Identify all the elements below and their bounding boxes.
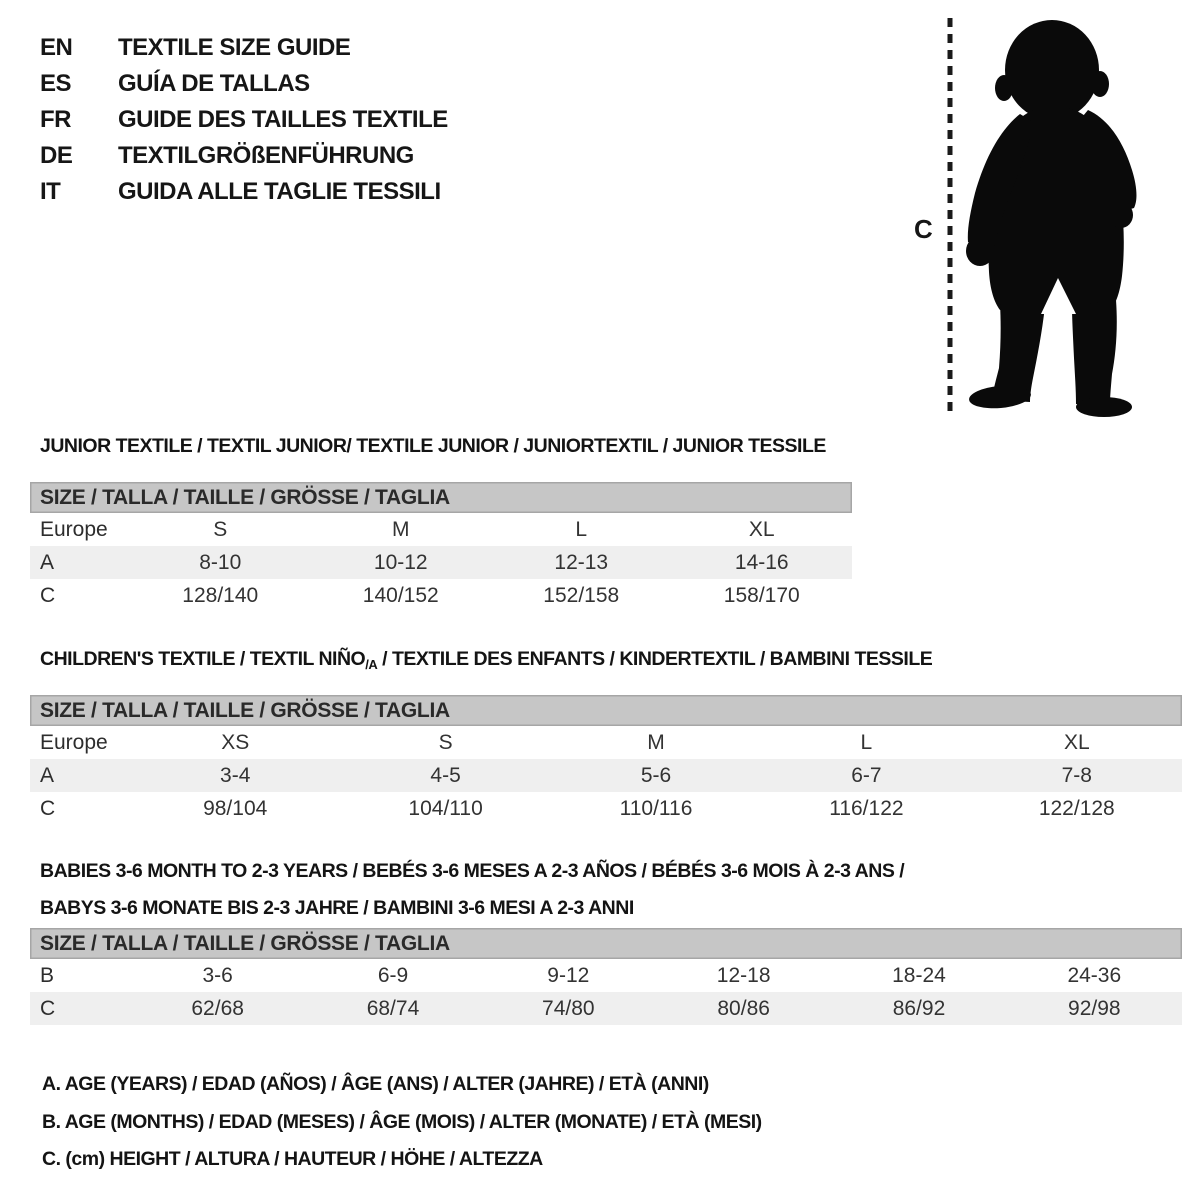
language-row-es xyxy=(40,66,448,102)
guide-title-es: GUÍA DE TALLAS xyxy=(118,70,310,97)
babies-table-title-line2: BABYS 3-6 MONATE BIS 2-3 JAHRE / BAMBINI 3-6 MESI A 2-3 ANNI xyxy=(40,897,634,919)
legend-age-years: A. AGE (YEARS) / EDAD (AÑOS) / ÂGE (ANS) / ALTER (JAHRE) / ETÀ (ANNI) xyxy=(42,1073,709,1095)
row-label: A xyxy=(40,550,55,574)
guide-title-en: TEXTILE SIZE GUIDE xyxy=(118,34,351,61)
title-part: CHILDREN'S TEXTILE / TEXTIL NIÑO xyxy=(40,648,366,670)
cell-value: 62/68 xyxy=(191,996,244,1020)
language-code: EN xyxy=(40,34,73,61)
table-row-europe xyxy=(30,726,1182,759)
size-header-label: SIZE / TALLA / TAILLE / GRÖSSE / TAGLIA xyxy=(40,698,450,722)
cell-value: 6-7 xyxy=(851,763,882,787)
cell-value: 3-4 xyxy=(220,763,251,787)
size-header-bar xyxy=(30,695,1182,726)
cell-value: 104/110 xyxy=(408,796,483,820)
cell-value: 14-16 xyxy=(734,550,789,574)
cell-value: 18-24 xyxy=(892,963,946,987)
cell-value: 12-18 xyxy=(716,963,771,987)
cell-value: XL xyxy=(748,517,775,541)
language-row-en xyxy=(40,30,448,66)
language-code: DE xyxy=(40,142,73,169)
junior-table-title: JUNIOR TEXTILE / TEXTIL JUNIOR/ TEXTILE JUNIOR / JUNIORTEXTIL / JUNIOR TESSILE xyxy=(40,435,826,457)
table-row-europe xyxy=(30,513,852,546)
toddler-silhouette-icon xyxy=(966,20,1136,417)
legend-height-cm: C. (cm) HEIGHT / ALTURA / HAUTEUR / HÖHE / ALTEZZA xyxy=(42,1148,543,1170)
language-code: FR xyxy=(40,106,71,133)
cell-value: 98/104 xyxy=(203,796,268,820)
cell-value: 24-36 xyxy=(1067,963,1122,987)
cell-value: 86/92 xyxy=(892,996,946,1020)
cell-value: 68/74 xyxy=(366,996,420,1020)
cell-value: 152/158 xyxy=(543,583,620,607)
table-row-height xyxy=(30,579,852,612)
measurement-legend xyxy=(42,1066,762,1179)
language-code: IT xyxy=(40,178,61,205)
cell-value: 8-10 xyxy=(199,550,242,574)
table-row-height xyxy=(30,992,1182,1025)
cell-value: 92/98 xyxy=(1068,996,1121,1020)
cell-value: 6-9 xyxy=(377,963,409,987)
size-header-bar xyxy=(30,928,1182,959)
height-figure xyxy=(900,8,1160,420)
cell-value: 10-12 xyxy=(373,550,428,574)
junior-textile-section xyxy=(30,436,852,612)
children-textile-section xyxy=(30,649,1182,825)
language-code: ES xyxy=(40,70,72,97)
cell-value: S xyxy=(213,517,228,541)
cell-value: 128/140 xyxy=(182,583,259,607)
language-row-de xyxy=(40,138,448,174)
guide-title-de: TEXTILGRÖßENFÜHRUNG xyxy=(118,142,414,169)
cell-value: 158/170 xyxy=(723,583,800,607)
cell-value: 7-8 xyxy=(1061,763,1092,787)
row-label: A xyxy=(40,763,55,787)
cell-value: L xyxy=(860,730,873,754)
guide-title-fr: GUIDE DES TAILLES TEXTILE xyxy=(118,106,448,133)
guide-title-it: GUIDA ALLE TAGLIE TESSILI xyxy=(118,178,441,205)
cell-value: 122/128 xyxy=(1038,796,1115,820)
babies-textile-section xyxy=(30,853,1182,1025)
cell-value: 110/116 xyxy=(619,796,693,820)
title-part: / TEXTILE DES ENFANTS / KINDERTEXTIL / BAMBINI TESSILE xyxy=(377,648,933,670)
cell-value: M xyxy=(392,517,410,541)
children-table-title xyxy=(30,649,1182,675)
cell-value: 12-13 xyxy=(554,550,609,574)
table-row-age xyxy=(30,546,852,579)
cell-value: 116/122 xyxy=(829,796,904,820)
cell-value: 80/86 xyxy=(717,996,770,1020)
row-label: Europe xyxy=(40,517,108,541)
cell-value: XL xyxy=(1063,730,1090,754)
babies-table-title-line1: BABIES 3-6 MONTH TO 2-3 YEARS / BEBÉS 3-6 MESES A 2-3 AÑOS / BÉBÉS 3-6 MOIS À 2-3 ANS / xyxy=(40,860,905,882)
cell-value: 3-6 xyxy=(202,963,233,987)
language-row-it xyxy=(40,174,448,210)
cell-value: L xyxy=(575,517,588,541)
row-label: C xyxy=(40,996,56,1020)
row-label: B xyxy=(40,963,55,987)
height-measure-label: C xyxy=(914,214,933,244)
language-row-fr xyxy=(40,102,448,138)
table-row-age xyxy=(30,759,1182,792)
title-part-subscript: /A xyxy=(365,657,378,672)
language-header xyxy=(40,30,448,210)
cell-value: S xyxy=(438,730,453,754)
table-row-months xyxy=(30,959,1182,992)
cell-value: M xyxy=(647,730,665,754)
cell-value: 9-12 xyxy=(547,963,590,987)
cell-value: 74/80 xyxy=(542,996,595,1020)
row-label: Europe xyxy=(40,730,108,754)
size-header-label: SIZE / TALLA / TAILLE / GRÖSSE / TAGLIA xyxy=(40,931,450,955)
cell-value: 140/152 xyxy=(362,583,439,607)
legend-age-months: B. AGE (MONTHS) / EDAD (MESES) / ÂGE (MOIS) / ALTER (MONATE) / ETÀ (MESI) xyxy=(42,1110,762,1133)
size-header-bar xyxy=(30,482,852,513)
cell-value: 5-6 xyxy=(640,763,672,787)
size-header-label: SIZE / TALLA / TAILLE / GRÖSSE / TAGLIA xyxy=(40,485,450,509)
row-label: C xyxy=(40,796,56,820)
table-row-height xyxy=(30,792,1182,825)
cell-value: XS xyxy=(221,730,250,754)
cell-value: 4-5 xyxy=(430,763,461,787)
row-label: C xyxy=(40,583,56,607)
